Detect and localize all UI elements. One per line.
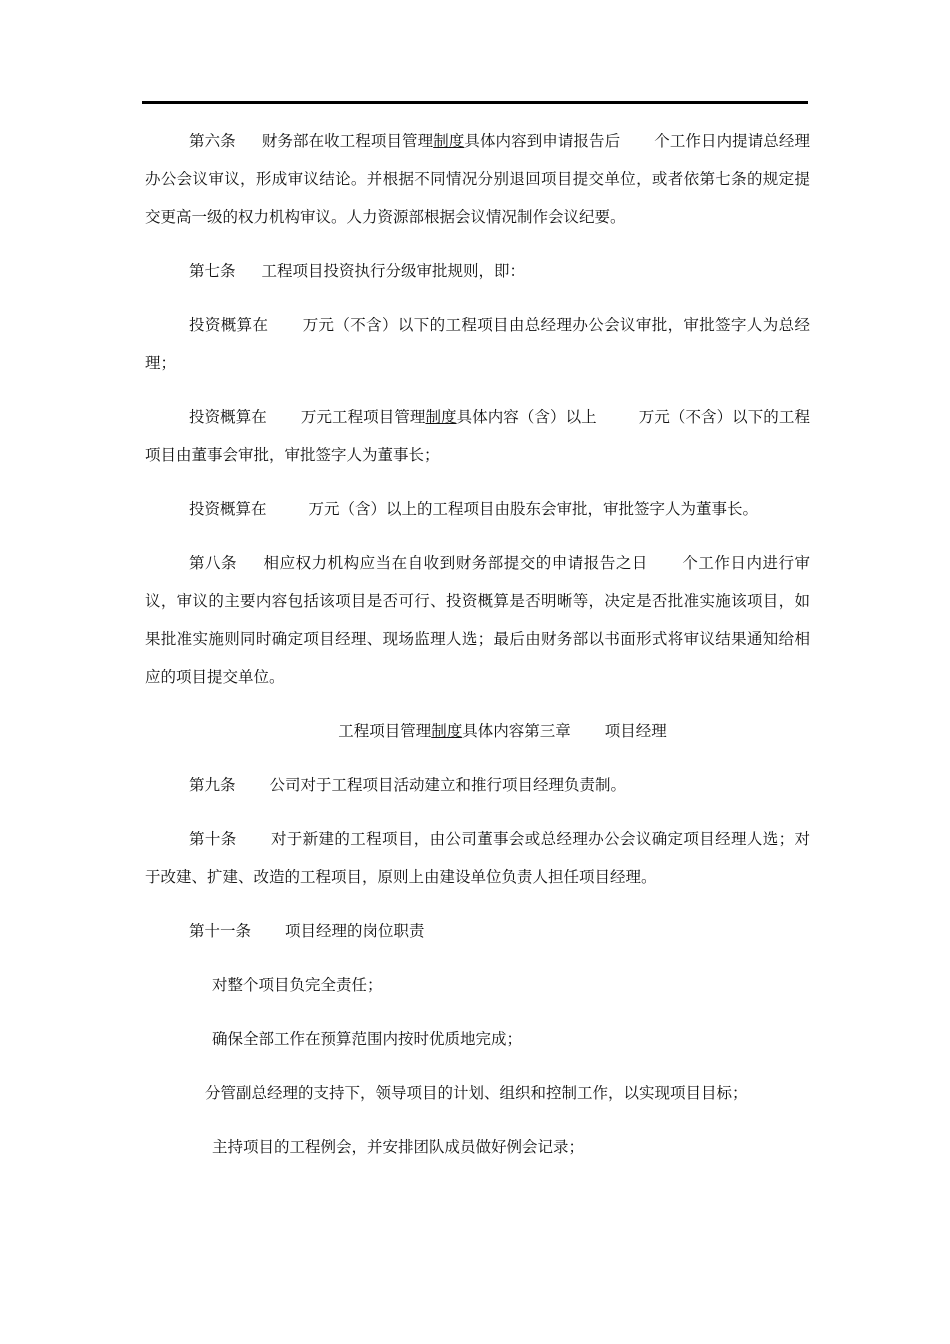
article-text: 财务部在收工程项目管理	[261, 132, 434, 150]
rule-text: 万元（不含）以下的工程项目由董事会审批，审批签字人为董事长；	[145, 408, 810, 464]
rule-text: 万元工程项目管理	[300, 408, 426, 426]
article-text: 工程项目投资执行分级审批规则，即：	[261, 262, 526, 280]
rule-text: 具体内容（含）以上	[456, 408, 597, 426]
duty-item: 分管副总经理的支持下，领导项目的计划、组织和控制工作，以实现项目目标；	[205, 1084, 748, 1102]
heading-text: 项目经理	[604, 722, 667, 740]
heading-text: 工程项目管理	[338, 722, 432, 740]
rule-text: 投资概算在	[189, 500, 267, 518]
article-text: 相应权力机构应当在自收到财务部提交的申请报告之日	[263, 554, 648, 572]
article-text: 项目经理的岗位职责	[285, 922, 425, 940]
duty-item: 主持项目的工程例会，并安排团队成员做好例会记录；	[212, 1138, 585, 1156]
article-label: 第七条	[189, 262, 236, 280]
article-10	[145, 820, 810, 896]
rule-tier-2	[145, 398, 810, 474]
article-label: 第六条	[189, 132, 236, 150]
article-label: 第八条	[189, 554, 238, 572]
article-11	[145, 912, 810, 950]
rule-tier-1	[145, 306, 810, 382]
rule-text: 万元（不含）以下的工程项目由总经理办公会议审批，审批签字人为总经理；	[145, 316, 810, 372]
chapter-heading	[145, 712, 810, 750]
rule-text: 投资概算在	[189, 408, 267, 426]
link-zhidu[interactable]: 制度	[431, 722, 463, 740]
article-8	[145, 544, 810, 696]
duty-item: 确保全部工作在预算范围内按时优质地完成；	[212, 1030, 523, 1048]
article-label: 第十一条	[189, 922, 252, 940]
document-body	[145, 122, 810, 1182]
article-text: 个工作日内提请总经理办公会议审议，形成审议结论。并根据不同情况分别退回项目提交单位，或者依第七条的规定提交更高一级的权力机构审议。人力资源部根据会议情况制作会议纪要。	[145, 132, 810, 226]
header-rule	[142, 101, 808, 104]
article-text: 对于新建的工程项目，由公司董事会或总经理办公会议确定项目经理人选；对于改建、扩建、改造的工程项目，原则上由建设单位负责人担任项目经理。	[145, 830, 810, 886]
link-zhidu[interactable]: 制度	[425, 408, 457, 426]
article-text: 个工作日内进行审议，审议的主要内容包括该项目是否可行、投资概算是否明晰等，决定是否批准实施该项目，如果批准实施则同时确定项目经理、现场监理人选；最后由财务部以书面形式将审议结果通知给相应的项目提交单位。	[145, 554, 810, 686]
article-9	[145, 766, 810, 804]
article-text: 具体内容到申请报告后	[464, 132, 621, 150]
rule-text: 万元（含）以上的工程项目由股东会审批，审批签字人为董事长。	[308, 500, 759, 518]
heading-text: 具体内容第三章	[462, 722, 571, 740]
article-6	[145, 122, 810, 236]
link-zhidu[interactable]: 制度	[433, 132, 465, 150]
article-label: 第十条	[189, 830, 237, 848]
duty-item: 对整个项目负完全责任；	[212, 976, 383, 994]
article-text: 公司对于工程项目活动建立和推行项目经理负责制。	[269, 776, 627, 794]
rule-tier-3	[145, 490, 810, 528]
rule-text: 投资概算在	[189, 316, 269, 334]
article-7	[145, 252, 810, 290]
article-label: 第九条	[189, 776, 236, 794]
